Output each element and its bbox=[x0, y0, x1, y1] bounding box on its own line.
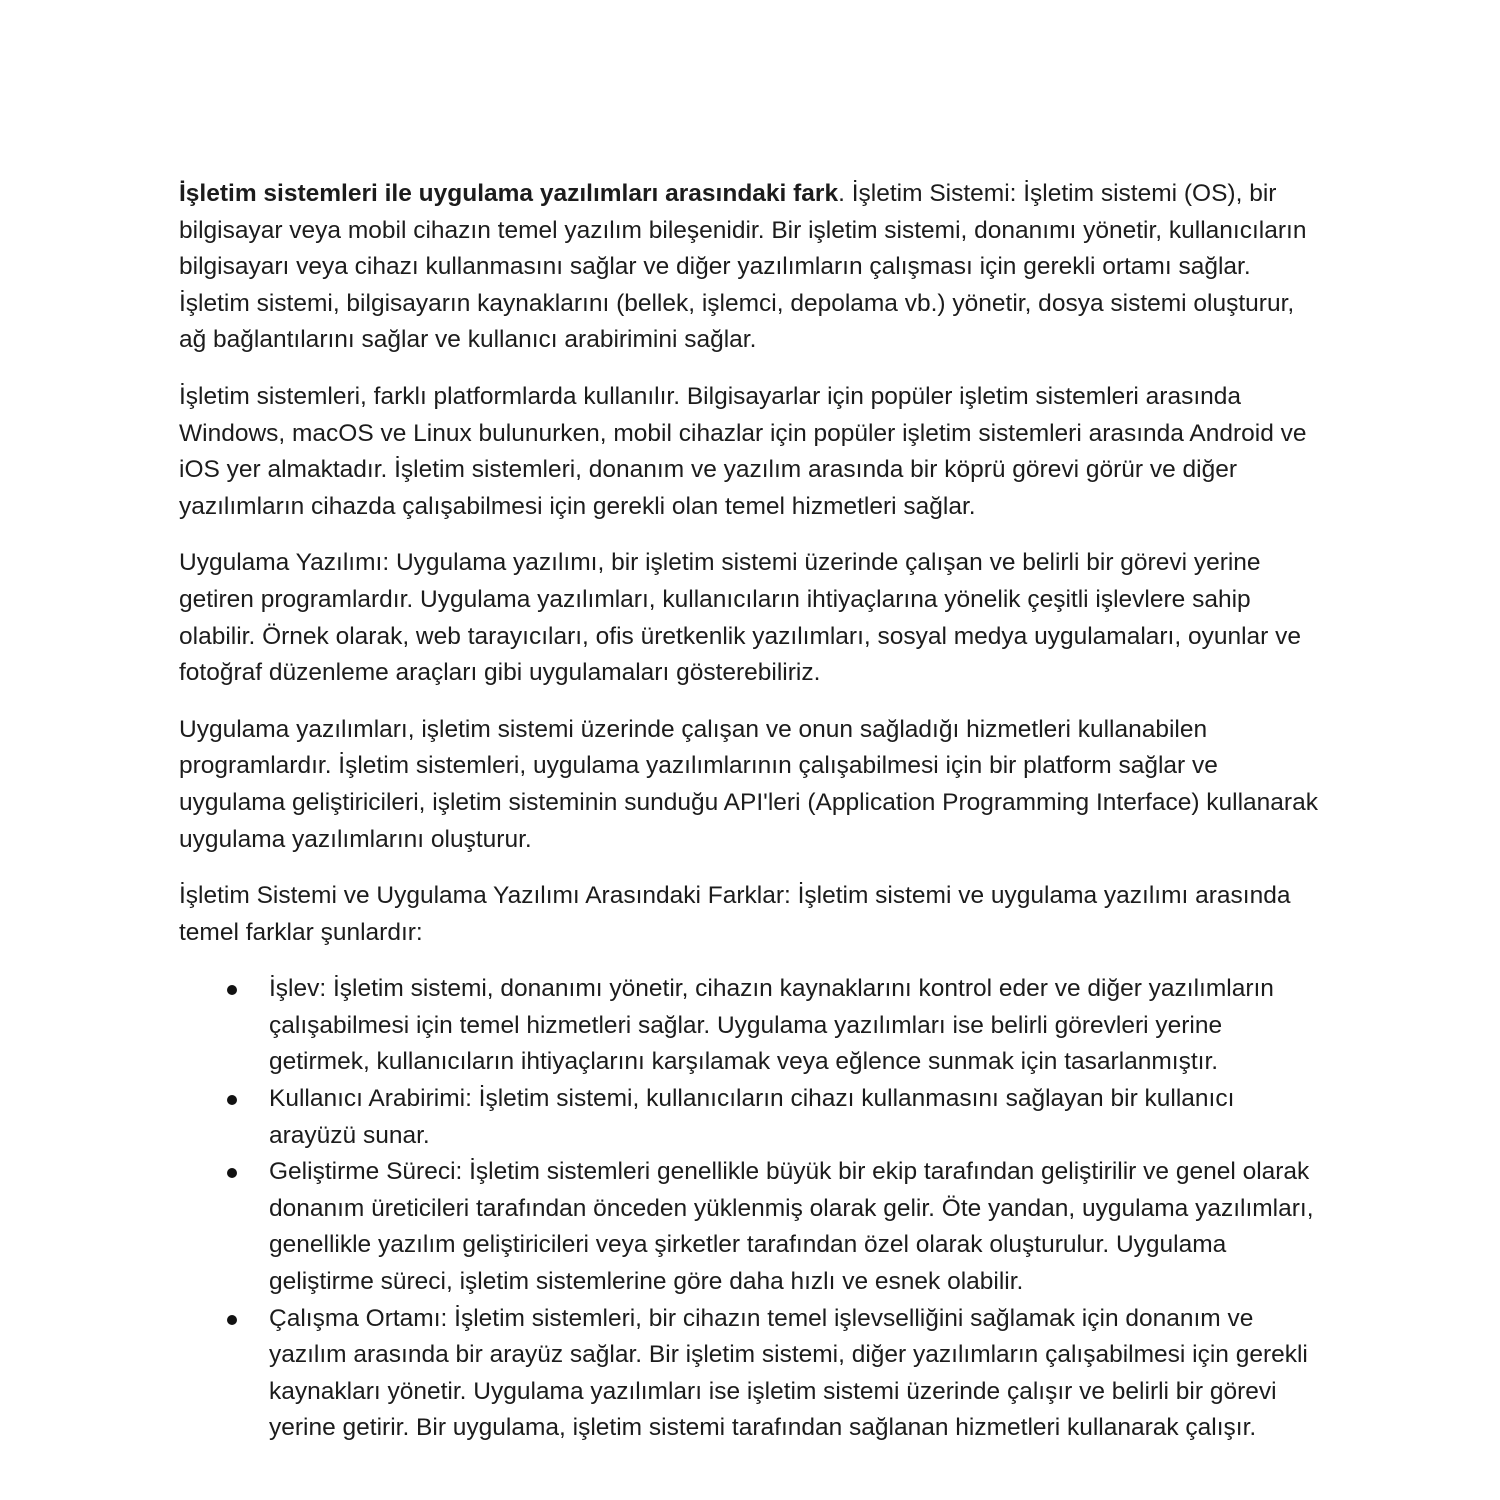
paragraph-application-software: Uygulama Yazılımı: Uygulama yazılımı, bir işletim sistemi üzerinde çalışan ve belirli bir görevi yerine getiren programlardır. Uygulama yazılımları, kullanıcıların ihtiyaçlarına yönelik çeşitli işlevlere sahip olabilir. Örnek olarak, web tarayıcıları, ofis üretkenlik yazılımları, sosyal medya uygulamaları, oyunlar ve fotoğraf düzenleme araçları gibi uygulamaları gösterebiliriz. bbox=[179, 549, 1302, 687]
bullet-dot-icon bbox=[227, 1315, 237, 1325]
intro-paragraph bbox=[179, 176, 1321, 359]
paragraph-api: Uygulama yazılımları, işletim sistemi üzerinde çalışan ve onun sağladığı hizmetleri kullanabilen programlardır. İşletim sistemleri, uygulama yazılımlarının çalışabilmesi için bir platform sağlar ve uygulama geliştiricileri, işletim sisteminin sunduğu API'leri (Application Programming Interface) kullanarak uygulama yazılımlarını oluşturur. bbox=[179, 715, 1318, 853]
list-item-text: Kullanıcı Arabirimi: İşletim sistemi, kullanıcıların cihazı kullanmasını sağlayan bir kullanıcı arayüzü sunar. bbox=[269, 1085, 1235, 1149]
list-item-text: İşlev: İşletim sistemi, donanımı yönetir, cihazın kaynaklarını kontrol eder ve diğer yazılımların çalışabilmesi için temel hizmetleri sağlar. Uygulama yazılımları ise belirli görevleri yerine getirmek, kullanıcıların ihtiyaçlarını karşılamak veya eğlence sunmak için tasarlanmıştır. bbox=[269, 975, 1274, 1076]
bullet-dot-icon bbox=[227, 1095, 237, 1105]
list-item bbox=[179, 1081, 1321, 1154]
intro-text: . İşletim Sistemi: İşletim sistemi (OS), bir bilgisayar veya mobil cihazın temel yazılım bileşenidir. Bir işletim sistemi, donanımı yönetir, kullanıcıların bilgisayarı veya cihazı kullanmasını sağlar ve diğer yazılımların çalışması için gerekli ortamı sağlar. İşletim sistemi, bilgisayarın kaynaklarını (bellek, işlemci, depolama vb.) yönetir, dosya sistemi oluşturur, ağ bağlantılarını sağlar ve kullanıcı arabirimini sağlar. bbox=[179, 180, 1307, 354]
bullet-dot-icon bbox=[227, 1168, 237, 1178]
bullet-dot-icon bbox=[227, 985, 237, 995]
list-item-text: Çalışma Ortamı: İşletim sistemleri, bir cihazın temel işlevselliğini sağlamak için donanım ve yazılım arasında bir arayüz sağlar. Bir işletim sistemi, diğer yazılımların çalışabilmesi için gerekli kaynakları yönetir. Uygulama yazılımları ise işletim sistemi üzerinde çalışır ve belirli bir görevi yerine getirir. Bir uygulama, işletim sistemi tarafından sağlanan hizmetleri kullanarak çalışır. bbox=[269, 1304, 1308, 1442]
list-item-text: Geliştirme Süreci: İşletim sistemleri genellikle büyük bir ekip tarafından geliştirilir ve genel olarak donanım üreticileri tarafından önceden yüklenmiş olarak gelir. Öte yandan, uygulama yazılımları, genellikle yazılım geliştiricileri veya şirketler tarafından özel olarak oluşturulur. Uygulama geliştirme süreci, işletim sistemlerine göre daha hızlı ve esnek olabilir. bbox=[269, 1158, 1314, 1296]
document-body bbox=[179, 176, 1321, 1447]
paragraph-differences-intro: İşletim Sistemi ve Uygulama Yazılımı Arasındaki Farklar: İşletim sistemi ve uygulama yazılımı arasında temel farklar şunlardır: bbox=[179, 882, 1291, 946]
intro-bold-title: İşletim sistemleri ile uygulama yazılımları arasındaki fark bbox=[179, 180, 839, 207]
list-item bbox=[179, 1301, 1321, 1447]
differences-list bbox=[179, 971, 1321, 1447]
list-item bbox=[179, 1154, 1321, 1300]
paragraph-platforms: İşletim sistemleri, farklı platformlarda kullanılır. Bilgisayarlar için popüler işletim sistemleri arasında Windows, macOS ve Linux bulunurken, mobil cihazlar için popüler işletim sistemleri arasında Android ve iOS yer almaktadır. İşletim sistemleri, donanım ve yazılım arasında bir köprü görevi görür ve diğer yazılımların cihazda çalışabilmesi için gerekli olan temel hizmetleri sağlar. bbox=[179, 382, 1307, 520]
list-item bbox=[179, 971, 1321, 1081]
